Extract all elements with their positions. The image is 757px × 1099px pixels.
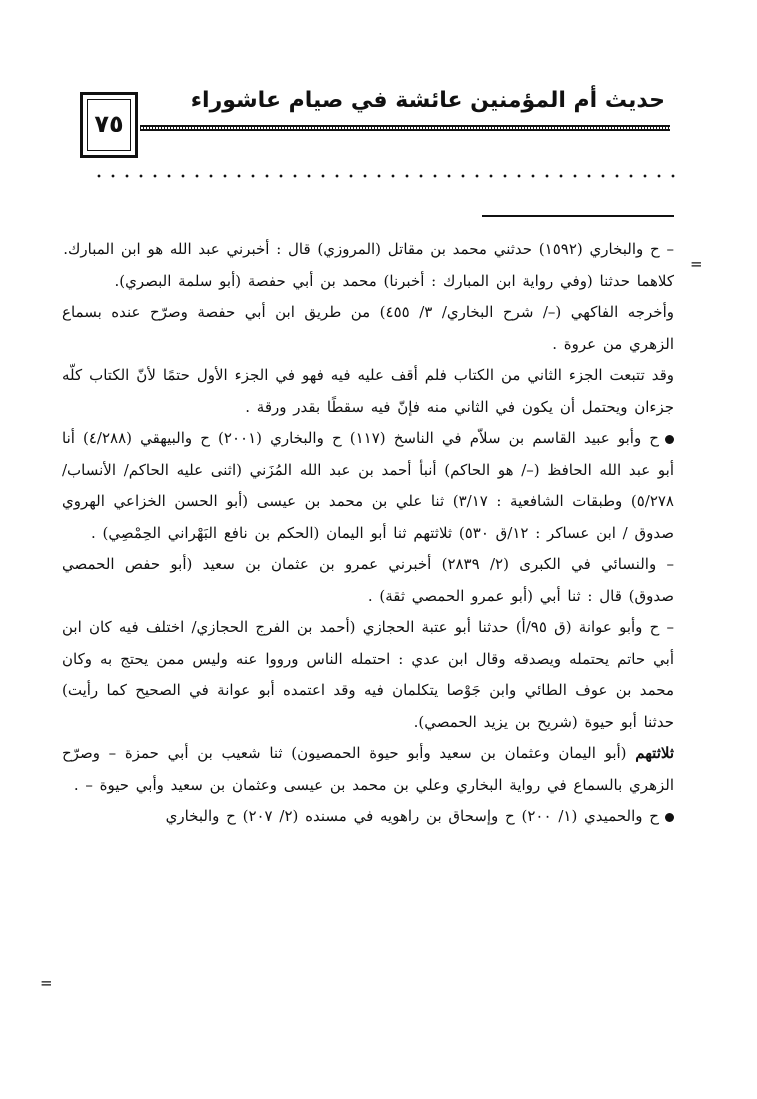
paragraph-lead: ثلاثتهم [635, 744, 674, 762]
paragraph [62, 360, 674, 423]
dotted-separator [92, 174, 676, 178]
body-text [62, 234, 674, 1020]
section-rule [482, 215, 674, 217]
paragraph-text: – ح وأبو عوانة (ق ٩٥/أ) حدثنا أبو عتبة الحجازي (أحمد بن الفرج الحجازي/ اختلف فيه كان ابن أبي حاتم يحتمله ويصدقه وقال ابن عدي : احتمله الناس ورووا عنه وليس ممن يحتج به وكان محمد بن عوف الطائي وابن جَوْصا يتكلمان فيه وقد اعتمده أبو عوانة في الصحيح كما رأيت) حدثنا أبو حيوة (شريح بن يزيد الحمصي). [62, 618, 674, 731]
paragraph [62, 423, 674, 549]
paragraph [62, 234, 674, 266]
paragraph [62, 801, 674, 833]
page-number-box [80, 92, 138, 158]
paragraph-text: وقد تتبعت الجزء الثاني من الكتاب فلم أقف عليه فيه فهو في الجزء الأول حتمًا لأنّ الكتاب كلّه جزءان ويحتمل أن يكون في الثاني منه فإنّ فيه سقطًا بقدر ورقة . [62, 366, 674, 416]
margin-mark-right: = [690, 255, 703, 273]
bullet-icon [665, 813, 674, 822]
bullet-icon [665, 435, 674, 444]
paragraph [62, 612, 674, 738]
header-rule [140, 125, 670, 131]
paragraph-text: (أبو اليمان وعثمان بن سعيد وأبو حيوة الحمصيون) ثنا شعيب بن أبي حمزة – وصرّح الزهري بالسماع في رواية البخاري وعلي بن محمد بن عيسى وعثمان بن سعيد وأبي حيوة – . [62, 744, 674, 794]
margin-mark-left: = [40, 974, 53, 992]
paragraph-text: ح والحميدي (١/ ٢٠٠) ح وإسحاق بن راهويه في مسنده (٢/ ٢٠٧) ح والبخاري [165, 807, 659, 825]
paragraph-text: كلاهما حدثنا (وفي رواية ابن المبارك : أخبرنا) محمد بن أبي حفصة (أبو سلمة البصري). [114, 271, 674, 290]
paragraph [62, 738, 674, 801]
paragraph-text: – ح والبخاري (١٥٩٢) حدثني محمد بن مقاتل (المروزي) قال : أخبرني عبد الله هو ابن المبارك. [63, 240, 674, 258]
paragraph-text: وأخرجه الفاكهي (–/ شرح البخاري/ ٣/ ٤٥٥) من طريق ابن أبي حفصة وصرّح عنده بسماع الزهري من عروة . [62, 303, 674, 353]
paragraph-text: – والنسائي في الكبرى (٢/ ٢٨٣٩) أخبرني عمرو بن عثمان بن سعيد (أبو حفص الحمصي صدوق) قال : ثنا أبي (أبو عمرو الحمصي ثقة) . [62, 555, 674, 605]
paragraph [62, 549, 674, 612]
page-number: ٧٥ [94, 110, 124, 138]
running-header-title: حديث أم المؤمنين عائشة في صيام عاشوراء [190, 88, 665, 113]
paragraph-text: ح وأبو عبيد القاسم بن سلاّم في الناسخ (١١٧) ح والبخاري (٢٠٠١) ح والبيهقي (٤/٢٨٨) أنا أبو عبد الله الحافظ (–/ هو الحاكم) أنبأ أحمد بن عبد الله المُزَني (اثنى عليه الحاكم/ الأنساب/ ٥/٢٧٨) وطبقات الشافعية : ٣/١٧) ثنا علي بن محمد بن عيسى (أبو الحسن الخزاعي الهروي صدوق / ابن عساكر : ١٢/ق ٥٣٠) ثلاثتهم ثنا أبو اليمان (الحكم بن نافع البَهْراني الحِمْصِي) . [62, 429, 674, 542]
paragraph [62, 266, 674, 298]
paragraph [62, 297, 674, 360]
